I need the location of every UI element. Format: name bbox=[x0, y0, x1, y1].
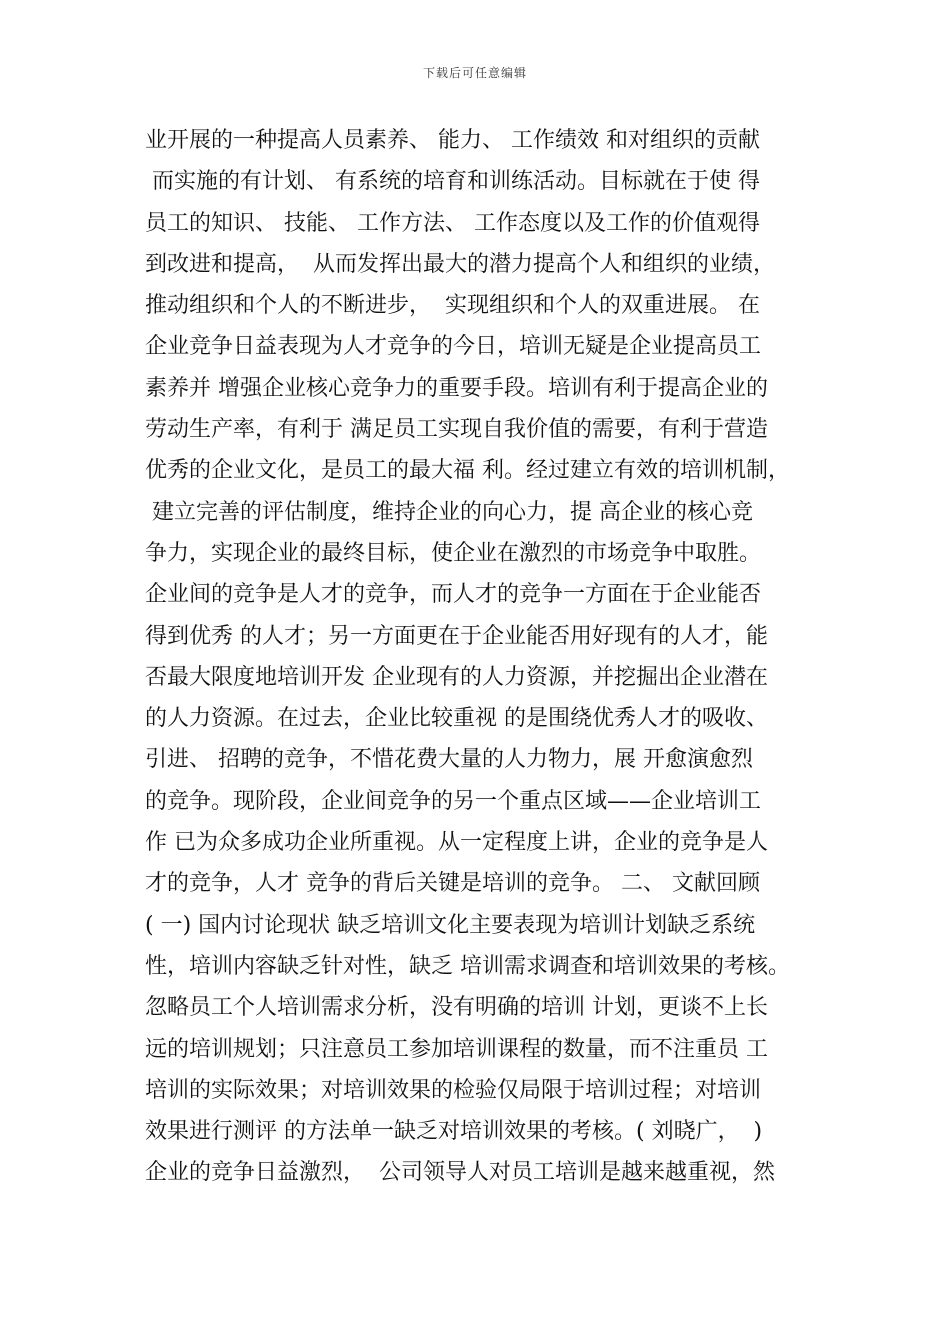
text-line: 否最大限度地培训开发 企业现有的人力资源，并挖掘出企业潜在 bbox=[145, 664, 768, 690]
text-line: 素养并 增强企业核心竞争力的重要手段。培训有利于提高企业的 bbox=[145, 375, 768, 401]
text-line: 作 已为众多成功企业所重视。从一定程度上讲，企业的竞争是人 bbox=[145, 830, 768, 856]
page-header: 下载后可任意编辑 bbox=[422, 66, 527, 80]
text-line: 劳动生产率，有利于 满足员工实现自我价值的需要，有利于营造 bbox=[145, 417, 768, 443]
document-body bbox=[145, 120, 845, 1194]
text-line: ( 一) 国内讨论现状 缺乏培训文化主要表现为培训计划缺乏系统 bbox=[145, 912, 756, 938]
text-line: 才的竞争，人才 竞争的背后关键是培训的竞争。 二、 文献回顾 bbox=[145, 871, 760, 897]
text-line: 的人力资源。在过去，企业比较重视 的是围绕优秀人才的吸收、 bbox=[145, 706, 768, 732]
text-line: 远的培训规划；只注意员工参加培训课程的数量，而不注重员 工 bbox=[145, 1036, 768, 1062]
text-line: 争力，实现企业的最终目标，使企业在激烈的市场竞争中取胜。 bbox=[145, 540, 762, 566]
text-line: 的竞争。现阶段，企业间竞争的另一个重点区域——企业培训工 bbox=[145, 788, 762, 814]
text-line: 忽略员工个人培训需求分析，没有明确的培训 计划，更谈不上长 bbox=[145, 995, 768, 1021]
text-line: 性，培训内容缺乏针对性，缺乏 培训需求调查和培训效果的考核。 bbox=[145, 953, 790, 979]
text-line: 企业的竞争日益激烈， 公司领导人对员工培训是越来越重视，然 bbox=[145, 1160, 775, 1186]
text-line: 得到优秀 的人才；另一方面更在于企业能否用好现有的人才，能 bbox=[145, 623, 768, 649]
text-line: 效果进行测评 的方法单一缺乏对培训效果的考核。( 刘晓广， ) bbox=[145, 1119, 763, 1145]
text-line: 优秀的企业文化，是员工的最大福 利。经过建立有效的培训机制， bbox=[145, 458, 790, 484]
text-line: 推动组织和个人的不断进步， 实现组织和个人的双重进展。 在 bbox=[145, 293, 760, 319]
text-line: 培训的实际效果；对培训效果的检验仅局限于培训过程；对培训 bbox=[145, 1077, 762, 1103]
text-line: 员工的知识、 技能、 工作方法、 工作态度以及工作的价值观得 bbox=[145, 210, 760, 236]
text-line: 引进、 招聘的竞争，不惜花费大量的人力物力，展 开愈演愈烈 bbox=[145, 747, 753, 773]
text-line: 企业竞争日益表现为人才竞争的今日，培训无疑是企业提高员工 bbox=[145, 334, 762, 360]
text-line: 企业间的竞争是人才的竞争，而人才的竞争一方面在于企业能否 bbox=[145, 582, 762, 608]
text-line: 建立完善的评估制度，维持企业的向心力，提 高企业的核心竞 bbox=[145, 499, 753, 525]
text-line: 而实施的有计划、 有系统的培育和训练活动。目标就在于使 得 bbox=[145, 169, 760, 195]
text-line: 业开展的一种提高人员素养、 能力、 工作绩效 和对组织的贡献 bbox=[145, 128, 760, 153]
text-line: 到改进和提高， 从而发挥出最大的潜力提高个人和组织的业绩， bbox=[145, 251, 775, 277]
